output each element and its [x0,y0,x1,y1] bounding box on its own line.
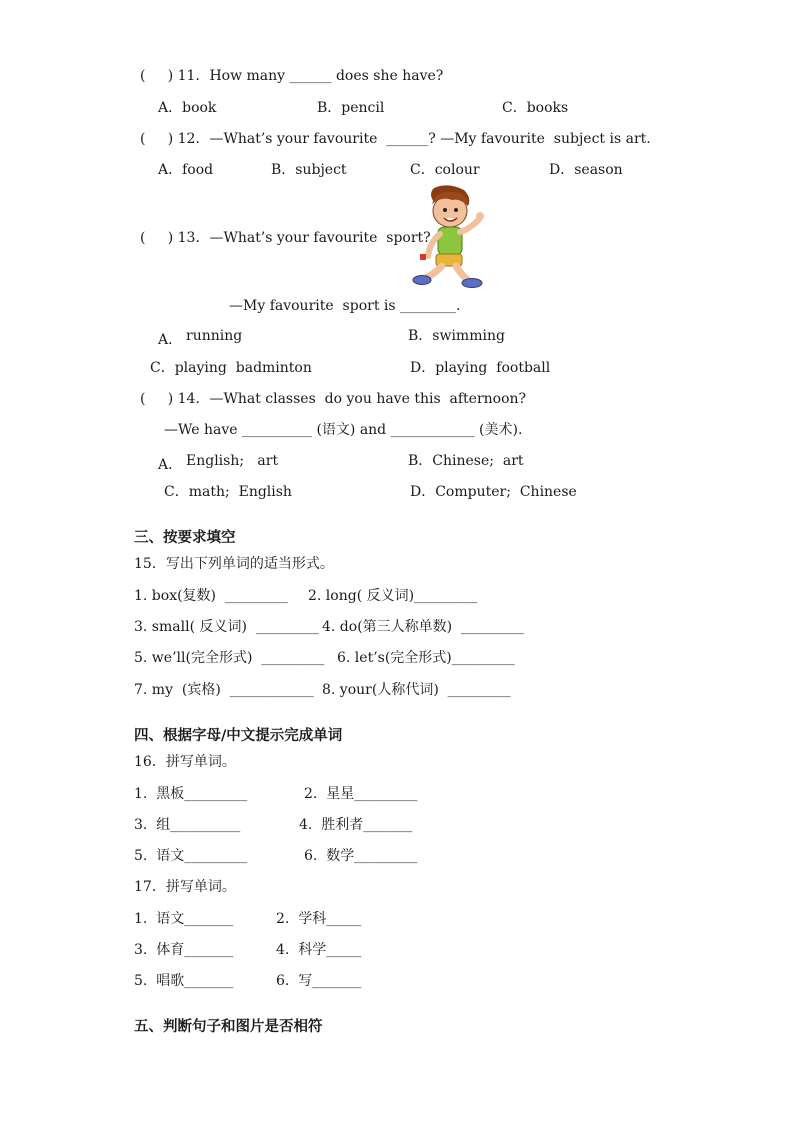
q12-option-b: B．subject [271,162,347,178]
q16-item: 6. 数学_________ [304,848,418,864]
q13-option-d: D．playing football [410,360,551,376]
q13-answer-line: —My favourite sport is ________. [229,298,461,314]
q16-item: 5. 语文_________ [134,848,248,864]
q17-item: 4. 科学_____ [276,942,362,958]
q16-instruction: 16．拼写单词。 [134,754,236,770]
q17-item: 6. 写_______ [276,973,362,989]
q15-item: 6. let’s(完全形式)_________ [337,650,515,666]
q16-item: 4. 胜利者_______ [299,817,413,833]
q15-instruction: 15．写出下列单词的适当形式。 [134,556,334,572]
q11-option-a: A．book [158,100,217,116]
q12-option-d: D．season [549,162,623,178]
q13-stem: ( ) 13．—What’s your favourite sport? [140,230,431,246]
q12-stem: ( ) 12．—What’s your favourite ______? —My favourite subject is art. [140,131,651,147]
q15-item: 5. we’ll(完全形式) _________ [134,650,325,666]
q15-item: 2. long( 反义词)_________ [308,588,478,604]
q13-option-c: C．playing badminton [150,360,312,376]
q15-item: 8. your(人称代词) _________ [322,682,511,698]
q15-item: 1. box(复数) _________ [134,588,288,604]
q14-option-d: D．Computer; Chinese [410,484,577,500]
q13-option-a-prefix: A． [158,332,183,348]
q11-option-b: B．pencil [317,100,385,116]
q15-item: 7. my (宾格) ____________ [134,682,314,698]
q17-instruction: 17．拼写单词。 [134,879,236,895]
section4-title: 四、根据字母/中文提示完成单词 [134,728,343,744]
q14-answer-line: —We have __________ (语文) and ____________ (美术). [164,422,523,438]
q14-option-a-prefix: A． [158,457,183,473]
q17-item: 3. 体育_______ [134,942,234,958]
section3-title: 三、按要求填空 [134,530,236,546]
q17-item: 5. 唱歌_______ [134,973,234,989]
q11-option-c: C．books [502,100,569,116]
q14-option-c: C．math; English [164,484,292,500]
q12-option-a: A．food [158,162,214,178]
q16-item: 2. 星星_________ [304,786,418,802]
q14-option-b: B．Chinese; art [408,453,524,469]
q14-option-a: English; art [186,453,279,469]
q15-item: 3. small( 反义词) _________ [134,619,319,635]
section5-title: 五、判断句子和图片是否相符 [134,1019,323,1035]
q16-item: 1. 黑板_________ [134,786,248,802]
q12-option-c: C．colour [410,162,480,178]
q17-item: 2. 学科_____ [276,911,362,927]
q15-item: 4. do(第三人称单数) _________ [322,619,525,635]
q11-stem: ( ) 11．How many ______ does she have? [140,68,444,84]
q14-stem: ( ) 14．—What classes do you have this afternoon? [140,391,527,407]
running-boy-icon [412,184,484,290]
q17-item: 1. 语文_______ [134,911,234,927]
q16-item: 3. 组__________ [134,817,241,833]
q13-option-b: B．swimming [408,328,505,344]
q13-option-a: running [186,328,243,344]
